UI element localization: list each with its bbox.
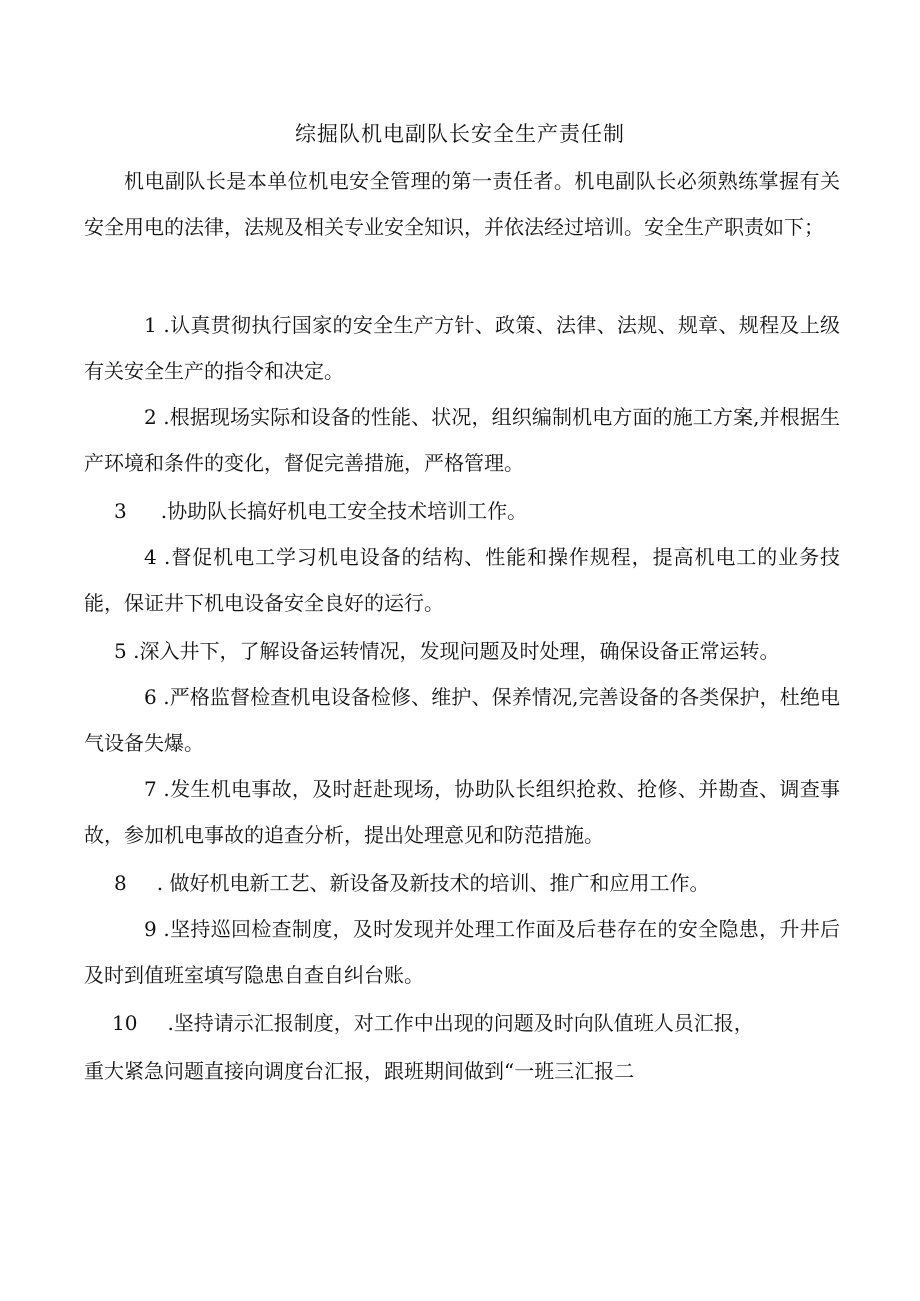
- item-5: [114, 628, 874, 674]
- item-number: 10: [112, 1011, 138, 1035]
- item-text: . 做好机电新工艺、新设备及新技术的培训、推广和应用工作。: [156, 871, 710, 895]
- item-number: 5: [114, 639, 127, 663]
- item-text: .坚持巡回检查制度，及时发现并处理工作面及后巷存在的安全隐患，升井后及时到值班室填写隐患自查自纠台账。: [84, 917, 840, 987]
- item-2: [84, 394, 840, 486]
- item-number: 9: [144, 917, 157, 941]
- item-text: .根据现场实际和设备的性能、状况，组织编制机电方面的施工方案,并根据生产环境和条件的变化，督促完善措施，严格管理。: [84, 405, 841, 475]
- item-number: 7: [144, 777, 157, 801]
- item-text: .坚持请示汇报制度，对工作中出现的问题及时向队值班人员汇报，: [167, 1011, 754, 1035]
- item-4: [84, 534, 840, 626]
- item-number: 4: [144, 545, 157, 569]
- item-number: 2: [144, 405, 157, 429]
- item-number: 3: [114, 499, 127, 523]
- item-10: [112, 1000, 872, 1046]
- item-7: [84, 766, 840, 858]
- item-9: [84, 906, 840, 998]
- item-text: .发生机电事故，及时赶赴现场，协助队长组织抢救、抢修、并勘查、调查事故，参加机电事故的追查分析，提出处理意见和防范措施。: [84, 777, 840, 847]
- item-3: [114, 488, 874, 534]
- item-1: [84, 302, 840, 394]
- item-8: [114, 860, 874, 906]
- item-text: .深入井下，了解设备运转情况，发现问题及时处理，确保设备正常运转。: [133, 639, 780, 663]
- item-number: 6: [144, 685, 157, 709]
- item-text: .协助队长搞好机电工安全技术培训工作。: [160, 499, 528, 523]
- item-number: 1: [144, 313, 157, 337]
- document-title: 综掘队机电副队长安全生产责任制: [295, 122, 625, 146]
- item-text: .认真贯彻执行国家的安全生产方针、政策、法律、法规、规章、规程及上级有关安全生产的指令和决定。: [84, 313, 840, 383]
- intro-paragraph: 机电副队长是本单位机电安全管理的第一责任者。机电副队长必须熟练掌握有关安全用电的法律，法规及相关专业安全知识，并依法经过培训。安全生产职责如下；: [84, 169, 840, 239]
- item-number: 8: [114, 871, 127, 895]
- item-text: .督促机电工学习机电设备的结构、性能和操作规程，提高机电工的业务技能，保证井下机电设备安全良好的运行。: [84, 545, 841, 615]
- last-line: 重大紧急问题直接向调度台汇报，跟班期间做到“一班三汇报二: [84, 1059, 635, 1083]
- item-text: .严格监督检查机电设备检修、维护、保养情况,完善设备的各类保护，杜绝电气设备失爆。: [84, 685, 841, 755]
- item-6: [84, 674, 840, 766]
